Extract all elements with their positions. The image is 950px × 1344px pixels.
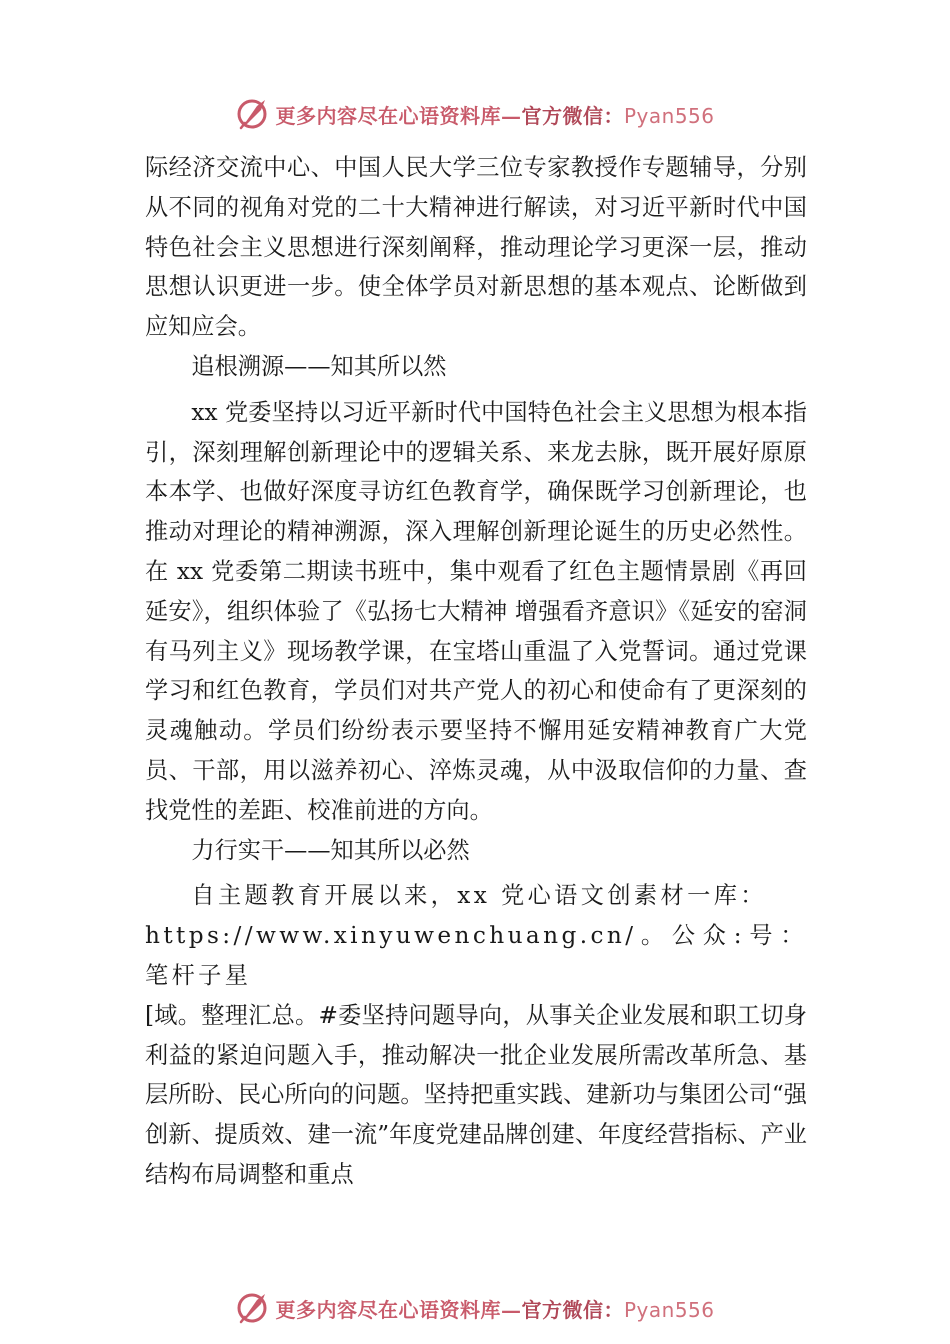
header-watermark-text: 更多内容尽在心语资料库—官方微信：Pyan556 [275,103,715,128]
header-account: Pyan556 [623,103,715,128]
quill-pen-logo-icon [235,1290,271,1326]
paragraph-3 [145,876,807,1194]
paragraph-1: 际经济交流中心、中国人民大学三位专家教授作专题辅导，分别从不同的视角对党的二十大精神进行解读，对习近平新时代中国特色社会主义思想进行深刻阐释，推动理论学习更深一层，推动思想认识更进一步。使全体学员对新思想的基本观点、论断做到应知应会。 [145,154,807,341]
quill-pen-logo-icon [235,96,271,132]
footer-watermark [0,1288,950,1328]
document-body [145,148,807,1195]
footer-account: Pyan556 [623,1297,715,1322]
footer-watermark-text: 更多内容尽在心语资料库—官方微信：Pyan556 [275,1297,715,1322]
section-heading-2: 力行实干——知其所以必然 [191,836,470,864]
paragraph-3-url-line: https://www.xinyuwenchuang.cn/。公众:号：笔杆子星 [145,922,807,989]
paragraph-3-line-1: 自主题教育开展以来，xx 党心语文创素材一库： [191,882,767,910]
paragraph-2: xx 党委坚持以习近平新时代中国特色社会主义思想为根本指引，深刻理解创新理论中的逻辑关系、来龙去脉，既开展好原原本本学、也做好深度寻访红色教育学，确保既学习创新理论，也推动对理论的精神溯源，深入理解创新理论诞生的历史必然性。在 xx 党委第二期读书班中，集中观看了红色主题情景剧《再回延安》，组织体验了《弘扬七大精神 增强看齐意识》《延安的窑洞有马列主义》现场教学课，在宝塔山重温了入党誓词。通过党课学习和红色教育，学员们对共产党人的初心和使命有了更深刻的灵魂触动。学员们纷纷表示要坚持不懈用延安精神教育广大党员、干部，用以滋养初心、淬炼灵魂，从中汲取信仰的力量、查找党性的差距、校准前进的方向。 [145,398,807,824]
section-heading-1: 追根溯源——知其所以然 [191,352,447,380]
header-watermark [0,94,950,134]
paragraph-3-rest: [域。整理汇总。#委坚持问题导向，从事关企业发展和职工切身利益的紧迫问题入手，推动解决一批企业发展所需改革所急、基层所盼、民心所向的问题。坚持把重实践、建新功与集团公司“强创新、提质效、建一流”年度党建品牌创建、年度经营指标、产业结构布局调整和重点 [145,1001,807,1188]
